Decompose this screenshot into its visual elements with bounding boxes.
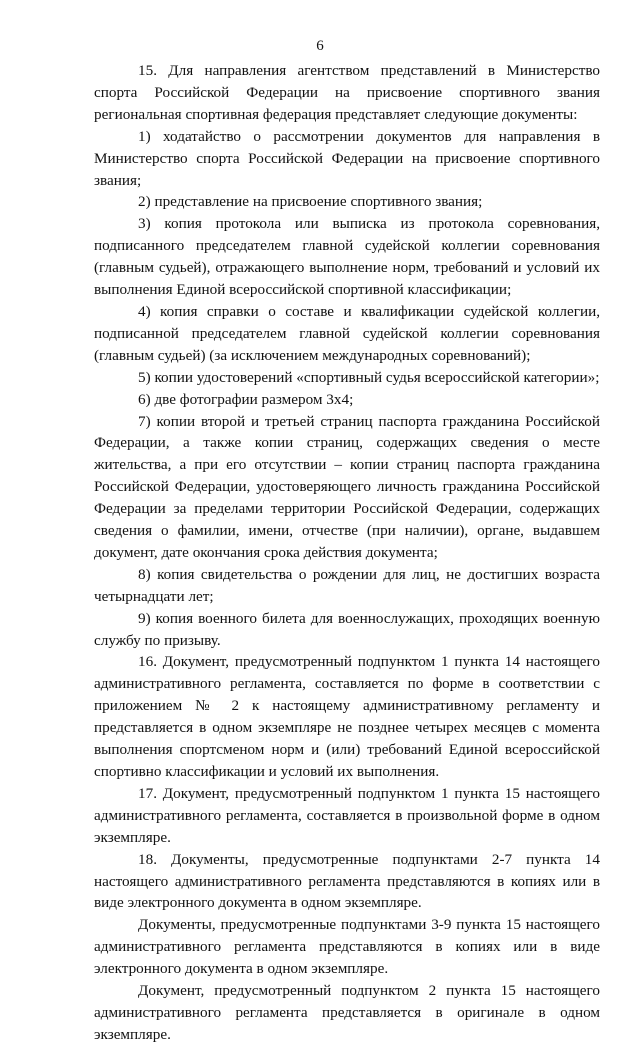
list-item-3: 3) копия протокола или выписка из протокола соревнования, подписанного председателем главной судейской коллегии соревнования (главным судьей), отражающего выполнение норм, требований и условий их выполнения Единой всероссийской спортивной классификации;: [94, 215, 600, 299]
list-item-4: 4) копия справки о составе и квалификации судейской коллегии, подписанной председателем главной судейской коллегии соревнования (главным судьей) (за исключением международных соревнований);: [94, 302, 600, 364]
paragraph-18-part-3: Документ, предусмотренный подпунктом 2 пункта 15 настоящего административного регламента представляется в оригинале в одном экземпляре.: [94, 982, 600, 1043]
paragraph-18: 18. Документы, предусмотренные подпунктами 2-7 пункта 14 настоящего административного регламента представляются в копиях или в виде электронного документа в одном экземпляре.: [94, 850, 600, 912]
paragraph-18-part-2: Документы, предусмотренные подпунктами 3-9 пункта 15 настоящего административного регламента представляются в копиях или в виде электронного документа в одном экземпляре.: [94, 916, 600, 978]
list-item-1: 1) ходатайство о рассмотрении документов для направления в Министерство спорта Российской Федерации на присвоение спортивного звания;: [94, 127, 600, 189]
paragraph-16: 16. Документ, предусмотренный подпунктом 1 пункта 14 настоящего административного регламента, составляется по форме в соответствии с приложением № 2 к настоящему административному регламенту и представляется в одном экземпляре не позднее четырех месяцев с момента выполнения спортсменом норм и (или) требований Единой всероссийской спортивно классификации и условий их выполнения.: [94, 653, 600, 780]
list-item-8: 8) копия свидетельства о рождении для лиц, не достигших возраста четырнадцати лет;: [94, 565, 600, 605]
list-item-9: 9) копия военного билета для военнослужащих, проходящих военную службу по призыву.: [94, 609, 600, 649]
paragraph-15: 15. Для направления агентством представлений в Министерство спорта Российской Федерации на присвоение спортивного звания региональная спортивная федерация представляет следующие документы:: [94, 62, 600, 123]
page-number: 6: [316, 38, 324, 54]
list-item-6: 6) две фотографии размером 3x4;: [138, 390, 354, 408]
paragraph-17: 17. Документ, предусмотренный подпунктом 1 пункта 15 настоящего административного регламента, составляется в произвольной форме в одном экземпляре.: [94, 784, 600, 846]
list-item-7: 7) копии второй и третьей страниц паспорта гражданина Российской Федерации, а также копии страниц, содержащих сведения о месте жительства, а при его отсутствии – копии страниц паспорта гражданина Российской Федерации, удостоверяющего личность гражданина Российской Федерации за пределами территории Российской Федерации, содержащих сведения о фамилии, имени, отчестве (при наличии), органе, выдавшем документ, дате окончания срока действия документа;: [94, 412, 600, 561]
document-body: [94, 60, 600, 1046]
list-item-5: 5) копии удостоверений «спортивный судья всероссийской категории»;: [138, 368, 600, 386]
list-item-2: 2) представление на присвоение спортивного звания;: [138, 193, 483, 211]
